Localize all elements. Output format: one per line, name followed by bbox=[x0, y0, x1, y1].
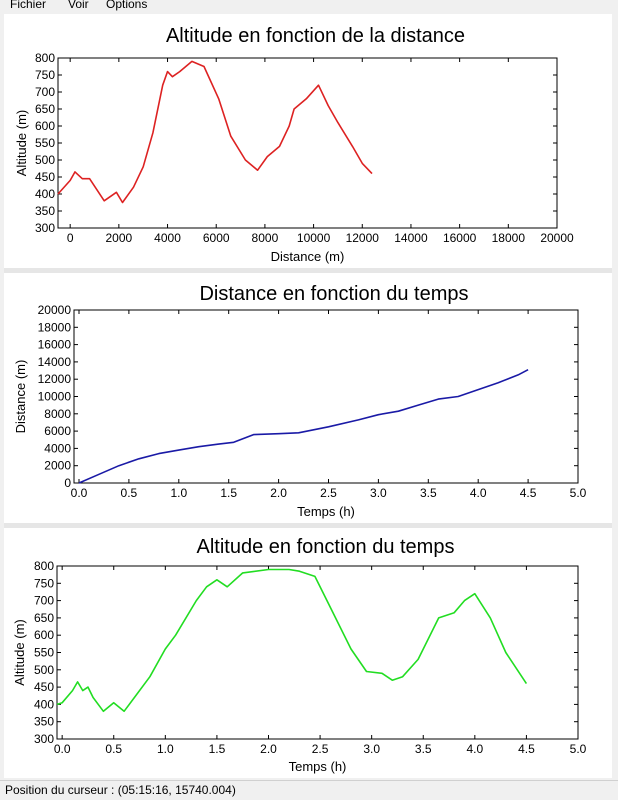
y-tick-label: 650 bbox=[34, 102, 55, 116]
y-tick-label: 12000 bbox=[37, 372, 71, 387]
menu-fichier[interactable]: Fichier bbox=[10, 0, 47, 11]
y-tick-label: 300 bbox=[34, 221, 55, 235]
plot-area bbox=[57, 566, 578, 739]
x-tick-label: 8000 bbox=[251, 231, 279, 245]
y-tick-label: 600 bbox=[34, 119, 55, 133]
y-tick-label: 700 bbox=[34, 85, 55, 99]
y-tick-label: 300 bbox=[33, 732, 54, 746]
y-tick-label: 500 bbox=[34, 153, 55, 167]
y-tick-label: 6000 bbox=[44, 424, 71, 439]
x-tick-label: 10000 bbox=[296, 231, 331, 245]
x-tick-label: 2000 bbox=[105, 231, 133, 245]
y-tick-label: 16000 bbox=[37, 337, 71, 352]
cursor-position-text: Position du curseur : (05:15:16, 15740.004) bbox=[5, 783, 236, 797]
x-tick-label: 3.0 bbox=[370, 486, 387, 500]
y-tick-label: 550 bbox=[34, 136, 55, 150]
chart-title: Distance en fonction du temps bbox=[199, 283, 469, 305]
x-tick-label: 18000 bbox=[491, 231, 526, 245]
x-tick-label: 20000 bbox=[540, 231, 574, 245]
y-tick-label: 650 bbox=[33, 610, 54, 625]
x-tick-label: 4.5 bbox=[519, 486, 537, 500]
y-tick-label: 18000 bbox=[37, 320, 71, 335]
x-tick-label: 0 bbox=[66, 231, 74, 245]
x-tick-label: 12000 bbox=[345, 231, 379, 245]
y-tick-label: 400 bbox=[33, 697, 54, 712]
y-tick-label: 2000 bbox=[44, 458, 71, 473]
y-tick-label: 8000 bbox=[44, 406, 71, 421]
y-tick-label: 500 bbox=[33, 662, 54, 677]
y-axis-label: Altitude (m) bbox=[14, 109, 29, 177]
y-tick-label: 800 bbox=[34, 51, 55, 65]
x-tick-label: 3.0 bbox=[363, 742, 381, 756]
y-tick-label: 700 bbox=[33, 593, 54, 608]
x-tick-label: 2.5 bbox=[311, 742, 329, 756]
x-axis-label: Temps (h) bbox=[288, 759, 347, 774]
menu-bar bbox=[0, 0, 618, 13]
x-tick-label: 3.5 bbox=[414, 742, 432, 756]
x-tick-label: 4000 bbox=[154, 231, 181, 245]
chart-title: Altitude en fonction de la distance bbox=[165, 25, 466, 47]
x-tick-label: 0.0 bbox=[53, 742, 71, 756]
y-axis-label: Distance (m) bbox=[13, 359, 28, 434]
x-tick-label: 6000 bbox=[202, 231, 230, 245]
y-tick-label: 750 bbox=[33, 576, 54, 591]
x-tick-label: 16000 bbox=[442, 231, 477, 245]
y-tick-label: 4000 bbox=[44, 441, 71, 456]
x-tick-label: 1.0 bbox=[156, 742, 174, 756]
x-tick-label: 1.5 bbox=[208, 742, 226, 756]
menu-options[interactable]: Options bbox=[106, 0, 148, 11]
x-tick-label: 0.5 bbox=[120, 486, 138, 500]
x-tick-label: 4.0 bbox=[469, 486, 487, 500]
y-tick-label: 14000 bbox=[37, 354, 71, 369]
chart-title: Altitude en fonction du temps bbox=[196, 536, 455, 558]
x-tick-label: 3.5 bbox=[419, 486, 437, 500]
x-tick-label: 4.5 bbox=[518, 742, 535, 756]
x-tick-label: 0.0 bbox=[70, 486, 88, 500]
plot-area bbox=[58, 58, 557, 228]
x-tick-label: 2.0 bbox=[260, 742, 277, 756]
x-tick-label: 0.5 bbox=[105, 742, 123, 756]
y-tick-label: 550 bbox=[33, 645, 54, 660]
menu-voir[interactable]: Voir bbox=[68, 0, 89, 11]
x-tick-label: 2.0 bbox=[270, 486, 287, 500]
y-axis-label: Altitude (m) bbox=[12, 619, 27, 686]
y-tick-label: 400 bbox=[34, 187, 55, 201]
y-tick-label: 20000 bbox=[37, 303, 71, 317]
y-tick-label: 800 bbox=[33, 559, 54, 573]
x-tick-label: 5.0 bbox=[569, 742, 587, 756]
x-axis-label: Distance (m) bbox=[270, 249, 345, 264]
y-tick-label: 450 bbox=[34, 170, 55, 184]
x-tick-label: 1.5 bbox=[220, 486, 238, 500]
altitude-distance-chart bbox=[0, 14, 618, 268]
x-tick-label: 4.0 bbox=[466, 742, 484, 756]
x-tick-label: 5.0 bbox=[569, 486, 587, 500]
y-tick-label: 350 bbox=[33, 714, 54, 729]
y-tick-label: 350 bbox=[34, 204, 55, 218]
x-tick-label: 14000 bbox=[394, 231, 428, 245]
x-tick-label: 2.5 bbox=[320, 486, 337, 500]
y-tick-label: 0 bbox=[64, 476, 71, 490]
y-tick-label: 750 bbox=[34, 68, 55, 82]
altitude-time-chart bbox=[0, 528, 618, 780]
x-axis-label: Temps (h) bbox=[297, 504, 355, 519]
y-tick-label: 450 bbox=[33, 680, 54, 695]
distance-time-chart bbox=[0, 273, 618, 523]
y-tick-label: 600 bbox=[33, 628, 54, 643]
status-bar bbox=[0, 780, 618, 800]
plot-area bbox=[74, 310, 578, 483]
y-tick-label: 10000 bbox=[37, 389, 71, 404]
x-tick-label: 1.0 bbox=[170, 486, 188, 500]
